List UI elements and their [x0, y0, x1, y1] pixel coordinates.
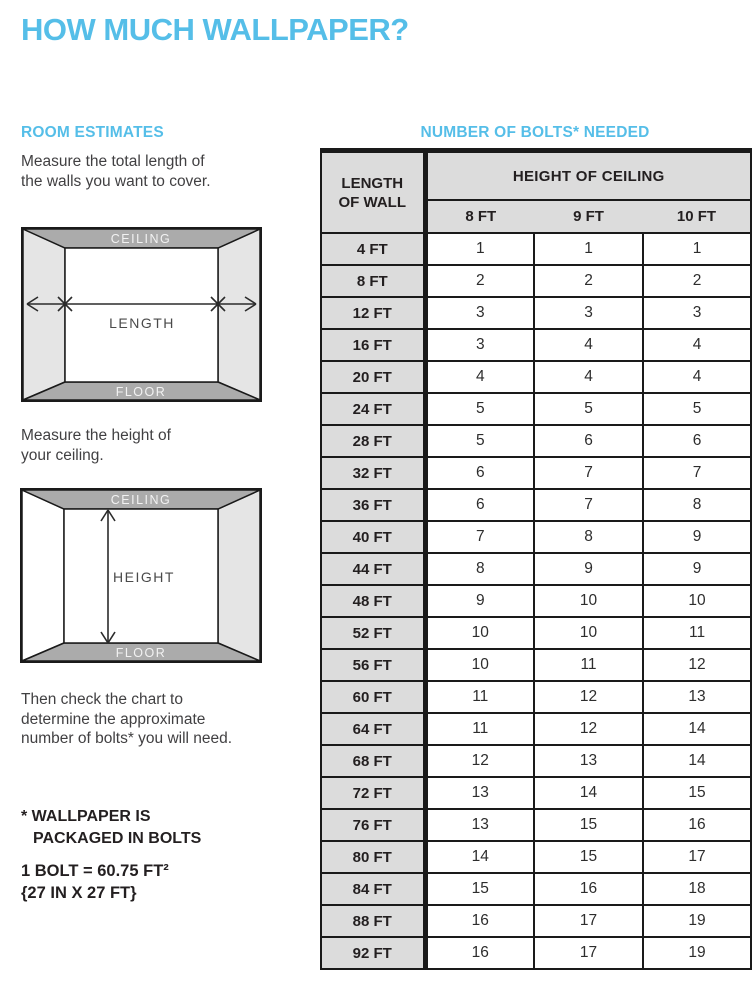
right-wall: [218, 490, 260, 661]
table-row: [321, 681, 751, 713]
bolts-cell: 13: [643, 681, 751, 713]
room-height-diagram: [20, 488, 262, 663]
instruction-measure-length: [21, 152, 211, 191]
table-row: [321, 873, 751, 905]
bolts-cell: 12: [534, 681, 643, 713]
bolts-cell: 11: [425, 713, 534, 745]
wall-length-cell: 84 FT: [321, 873, 425, 905]
wall-length-cell: 24 FT: [321, 393, 425, 425]
bolts-cell: 13: [425, 809, 534, 841]
bolts-cell: 19: [643, 937, 751, 969]
bolts-cell: 5: [534, 393, 643, 425]
table-row: [321, 361, 751, 393]
text-line: determine the approximate: [21, 710, 206, 728]
bolts-cell: 6: [425, 489, 534, 521]
bolts-cell: 15: [643, 777, 751, 809]
bolts-cell: 2: [425, 265, 534, 297]
wall-length-cell: 52 FT: [321, 617, 425, 649]
room-estimates-heading: ROOM ESTIMATES: [21, 124, 164, 141]
table-row: [321, 521, 751, 553]
text-line: your ceiling.: [21, 446, 104, 464]
bolts-cell: 4: [534, 361, 643, 393]
text-line: Measure the total length of: [21, 153, 205, 170]
wall-length-cell: 60 FT: [321, 681, 425, 713]
wall-length-cell: 36 FT: [321, 489, 425, 521]
bolts-cell: 14: [534, 777, 643, 809]
ceiling-label: CEILING: [110, 493, 172, 507]
right-wall: [218, 229, 260, 400]
wall-length-header-text: LENGTH OF WALL: [338, 174, 406, 211]
bolts-cell: 19: [643, 905, 751, 937]
bolts-cell: 4: [643, 361, 751, 393]
bolts-cell: 15: [534, 841, 643, 873]
text-line: 1 BOLT = 60.75 FT²: [21, 862, 169, 880]
bolts-cell: 4: [534, 329, 643, 361]
subheader-8ft: 8 FT: [425, 200, 534, 233]
table-row: [321, 265, 751, 297]
bolts-cell: 3: [534, 297, 643, 329]
page-title: HOW MUCH WALLPAPER?: [21, 12, 409, 47]
table-row: [321, 329, 751, 361]
wall-length-cell: 32 FT: [321, 457, 425, 489]
wall-length-cell: 8 FT: [321, 265, 425, 297]
text-line: Measure the height of: [21, 427, 171, 444]
wall-length-cell: 92 FT: [321, 937, 425, 969]
bolts-cell: 5: [425, 425, 534, 457]
bolts-cell: 14: [643, 745, 751, 777]
bolts-cell: 17: [643, 841, 751, 873]
table-row: [321, 393, 751, 425]
bolts-cell: 7: [534, 457, 643, 489]
bolts-cell: 13: [425, 777, 534, 809]
bolts-cell: 6: [534, 425, 643, 457]
text-line: Then check the chart to: [21, 691, 183, 708]
ceiling-height-header: HEIGHT OF CEILING: [425, 151, 751, 201]
bolt-size-note: [21, 861, 169, 904]
ceiling-label: CEILING: [110, 232, 172, 246]
bolts-cell: 3: [425, 297, 534, 329]
bolts-cell: 13: [534, 745, 643, 777]
table-header-row: [321, 151, 751, 201]
bolts-cell: 12: [643, 649, 751, 681]
table-row: [321, 617, 751, 649]
bolts-cell: 9: [643, 553, 751, 585]
wall-length-cell: 4 FT: [321, 233, 425, 265]
bolts-cell: 10: [425, 649, 534, 681]
table-row: [321, 713, 751, 745]
bolts-cell: 6: [425, 457, 534, 489]
table-row: [321, 841, 751, 873]
bolts-cell: 1: [643, 233, 751, 265]
bolts-cell: 16: [425, 937, 534, 969]
bolts-cell: 14: [425, 841, 534, 873]
bolts-cell: 5: [425, 393, 534, 425]
table-row: [321, 649, 751, 681]
bolts-cell: 8: [425, 553, 534, 585]
wall-length-cell: 76 FT: [321, 809, 425, 841]
wall-length-cell: 20 FT: [321, 361, 425, 393]
wall-length-cell: 12 FT: [321, 297, 425, 329]
bolts-cell: 12: [425, 745, 534, 777]
bolts-cell: 11: [534, 649, 643, 681]
bolts-cell: 15: [534, 809, 643, 841]
wall-length-cell: 80 FT: [321, 841, 425, 873]
wall-length-cell: 68 FT: [321, 745, 425, 777]
table-row: [321, 457, 751, 489]
wall-length-cell: 16 FT: [321, 329, 425, 361]
bolts-cell: 16: [534, 873, 643, 905]
wall-length-cell: 48 FT: [321, 585, 425, 617]
bolts-cell: 15: [425, 873, 534, 905]
instruction-check-chart: [21, 690, 232, 749]
bolts-cell: 9: [643, 521, 751, 553]
table-row: [321, 585, 751, 617]
bolts-cell: 1: [425, 233, 534, 265]
bolts-cell: 7: [643, 457, 751, 489]
wall-length-cell: 88 FT: [321, 905, 425, 937]
bolts-cell: 9: [425, 585, 534, 617]
wall-length-cell: 56 FT: [321, 649, 425, 681]
bolts-cell: 4: [425, 361, 534, 393]
bolts-cell: 11: [425, 681, 534, 713]
wall-length-cell: 40 FT: [321, 521, 425, 553]
text-line: * WALLPAPER IS: [21, 808, 151, 825]
bolts-cell: 6: [643, 425, 751, 457]
wall-length-cell: 44 FT: [321, 553, 425, 585]
table-row: [321, 233, 751, 265]
table-row: [321, 425, 751, 457]
bolts-cell: 3: [425, 329, 534, 361]
bolts-cell: 14: [643, 713, 751, 745]
table-row: [321, 905, 751, 937]
bolts-cell: 10: [534, 585, 643, 617]
bolts-cell: 17: [534, 937, 643, 969]
bolts-cell: 18: [643, 873, 751, 905]
floor-label: FLOOR: [115, 385, 167, 399]
table-row: [321, 777, 751, 809]
left-wall: [23, 229, 65, 400]
bolts-cell: 8: [534, 521, 643, 553]
wall-length-cell: 28 FT: [321, 425, 425, 457]
bolts-cell: 10: [425, 617, 534, 649]
bolts-cell: 16: [425, 905, 534, 937]
wall-length-cell: 64 FT: [321, 713, 425, 745]
text-line: PACKAGED IN BOLTS: [33, 829, 202, 847]
bolts-table-heading: NUMBER OF BOLTS* NEEDED: [420, 124, 650, 141]
bolts-cell: 1: [534, 233, 643, 265]
bolts-cell: 9: [534, 553, 643, 585]
table-row: [321, 937, 751, 969]
table-row: [321, 553, 751, 585]
bolts-cell: 4: [643, 329, 751, 361]
wall-length-header: [321, 151, 425, 234]
height-label: HEIGHT: [113, 569, 175, 585]
bolts-cell: 12: [534, 713, 643, 745]
floor-label: FLOOR: [115, 646, 167, 660]
table-row: [321, 297, 751, 329]
table-row: [321, 745, 751, 777]
bolts-cell: 8: [643, 489, 751, 521]
bolts-cell: 10: [534, 617, 643, 649]
instruction-measure-height: [21, 426, 171, 465]
bolts-cell: 11: [643, 617, 751, 649]
bolts-cell: 10: [643, 585, 751, 617]
wall-length-cell: 72 FT: [321, 777, 425, 809]
bolts-table: [320, 148, 752, 970]
room-length-diagram: [21, 227, 262, 402]
bolts-cell: 7: [425, 521, 534, 553]
subheader-9ft: 9 FT: [534, 200, 643, 233]
left-wall: [22, 490, 64, 661]
bolts-cell: 2: [534, 265, 643, 297]
wallpaper-footnote: [21, 806, 201, 849]
bolts-cell: 16: [643, 809, 751, 841]
text-line: the walls you want to cover.: [21, 172, 211, 190]
table-row: [321, 809, 751, 841]
bolts-cell: 7: [534, 489, 643, 521]
bolts-cell: 2: [643, 265, 751, 297]
length-label: LENGTH: [109, 315, 175, 331]
table-row: [321, 489, 751, 521]
text-line: {27 IN X 27 FT}: [21, 883, 137, 902]
text-line: number of bolts* you will need.: [21, 730, 233, 747]
bolts-cell: 5: [643, 393, 751, 425]
bolts-cell: 3: [643, 297, 751, 329]
subheader-10ft: 10 FT: [643, 200, 751, 233]
bolts-cell: 17: [534, 905, 643, 937]
